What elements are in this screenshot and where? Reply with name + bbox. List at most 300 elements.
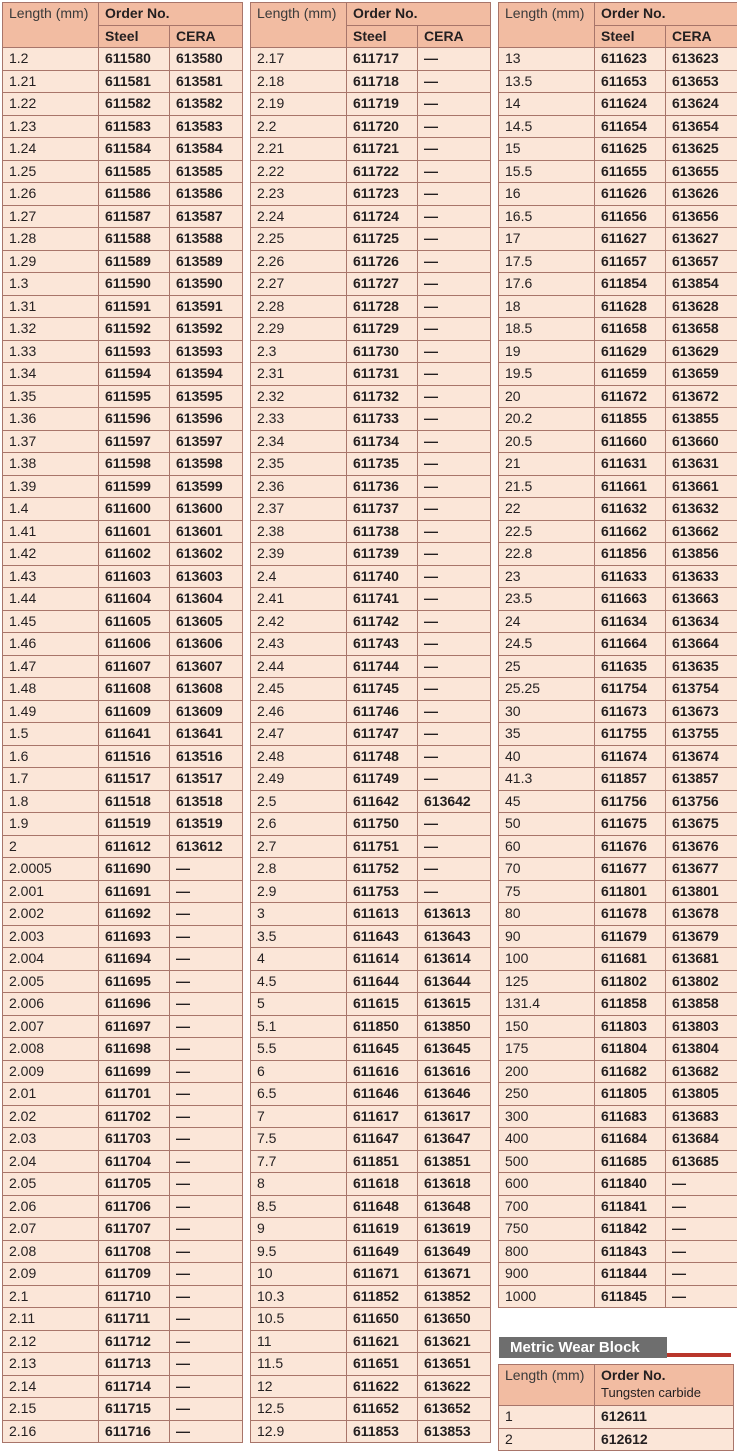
cera-order-cell: 613645 xyxy=(418,1038,491,1061)
steel-order-cell: 611858 xyxy=(595,993,666,1016)
length-cell: 1.38 xyxy=(3,453,99,476)
cera-order-cell: 613660 xyxy=(666,430,737,453)
length-cell: 1.25 xyxy=(3,160,99,183)
length-cell: 13.5 xyxy=(499,70,595,93)
table-row xyxy=(251,1015,491,1038)
cera-order-cell: — xyxy=(418,228,491,251)
table-row xyxy=(499,1128,737,1151)
cera-order-cell: — xyxy=(170,880,243,903)
steel-order-cell: 611594 xyxy=(99,363,170,386)
wear-block-table xyxy=(498,1364,734,1451)
length-cell: 500 xyxy=(499,1150,595,1173)
steel-order-cell: 611696 xyxy=(99,993,170,1016)
cera-order-cell: 613599 xyxy=(170,475,243,498)
table-row xyxy=(499,250,737,273)
table-row xyxy=(499,543,737,566)
table-row xyxy=(499,790,737,813)
steel-order-cell: 611662 xyxy=(595,520,666,543)
cera-order-cell: 613674 xyxy=(666,745,737,768)
cera-order-cell: 613858 xyxy=(666,993,737,1016)
cera-order-cell: — xyxy=(418,250,491,273)
length-cell: 1.49 xyxy=(3,700,99,723)
steel-order-cell: 611718 xyxy=(347,70,418,93)
steel-order-cell: 611590 xyxy=(99,273,170,296)
steel-order-cell: 611652 xyxy=(347,1398,418,1421)
table-row xyxy=(499,93,737,116)
cera-order-cell: 613518 xyxy=(170,790,243,813)
cera-order-cell: 613584 xyxy=(170,138,243,161)
length-cell: 1.26 xyxy=(3,183,99,206)
length-cell: 1.28 xyxy=(3,228,99,251)
cera-order-cell: 613635 xyxy=(666,655,737,678)
steel-order-cell: 611651 xyxy=(347,1353,418,1376)
length-cell: 2.05 xyxy=(3,1173,99,1196)
steel-order-cell: 611685 xyxy=(595,1150,666,1173)
table-row xyxy=(3,1150,243,1173)
cera-order-cell: — xyxy=(418,115,491,138)
length-cell: 2.6 xyxy=(251,813,347,836)
steel-order-cell: 611751 xyxy=(347,835,418,858)
length-cell: 1.7 xyxy=(3,768,99,791)
table-row xyxy=(251,183,491,206)
length-cell: 3 xyxy=(251,903,347,926)
cera-order-cell: — xyxy=(666,1218,737,1241)
length-cell: 1.27 xyxy=(3,205,99,228)
steel-order-cell: 611752 xyxy=(347,858,418,881)
cera-order-cell: — xyxy=(170,1083,243,1106)
cera-order-cell: — xyxy=(170,1330,243,1353)
length-cell: 14.5 xyxy=(499,115,595,138)
table-row xyxy=(3,70,243,93)
cera-order-cell: 613606 xyxy=(170,633,243,656)
length-cell: 30 xyxy=(499,700,595,723)
cera-order-cell: — xyxy=(418,430,491,453)
table-row xyxy=(499,1105,737,1128)
steel-order-cell: 611627 xyxy=(595,228,666,251)
cera-order-cell: — xyxy=(170,1150,243,1173)
length-cell: 2.46 xyxy=(251,700,347,723)
length-cell: 2.38 xyxy=(251,520,347,543)
length-cell: 1.47 xyxy=(3,655,99,678)
table-row xyxy=(251,430,491,453)
cera-order-cell: 613662 xyxy=(666,520,737,543)
table-row xyxy=(499,588,737,611)
steel-order-cell: 611842 xyxy=(595,1218,666,1241)
length-cell: 2.001 xyxy=(3,880,99,903)
cera-order-cell: — xyxy=(170,903,243,926)
cera-header: CERA xyxy=(170,25,243,48)
table-row xyxy=(499,318,737,341)
table-row xyxy=(251,700,491,723)
steel-order-cell: 611644 xyxy=(347,970,418,993)
steel-order-cell: 611731 xyxy=(347,363,418,386)
length-cell: 2.4 xyxy=(251,565,347,588)
cera-order-cell: 613593 xyxy=(170,340,243,363)
length-cell: 2.004 xyxy=(3,948,99,971)
length-cell: 12 xyxy=(251,1375,347,1398)
length-cell: 60 xyxy=(499,835,595,858)
cera-order-cell: 613655 xyxy=(666,160,737,183)
cera-order-cell: 613855 xyxy=(666,408,737,431)
length-cell: 12.5 xyxy=(251,1398,347,1421)
steel-order-cell: 611625 xyxy=(595,138,666,161)
steel-order-cell: 611604 xyxy=(99,588,170,611)
length-cell: 19.5 xyxy=(499,363,595,386)
table-row xyxy=(251,790,491,813)
table-row xyxy=(499,565,737,588)
table-row xyxy=(251,408,491,431)
cera-order-cell: — xyxy=(418,813,491,836)
cera-order-cell: — xyxy=(666,1195,737,1218)
length-cell: 175 xyxy=(499,1038,595,1061)
steel-order-cell: 611621 xyxy=(347,1330,418,1353)
steel-order-cell: 611716 xyxy=(99,1420,170,1443)
table-row xyxy=(499,610,737,633)
length-cell: 1.21 xyxy=(3,70,99,93)
table-row xyxy=(251,70,491,93)
length-cell: 45 xyxy=(499,790,595,813)
table-row xyxy=(499,678,737,701)
steel-order-cell: 611671 xyxy=(347,1263,418,1286)
length-cell: 4 xyxy=(251,948,347,971)
steel-order-cell: 611684 xyxy=(595,1128,666,1151)
steel-order-cell: 611583 xyxy=(99,115,170,138)
steel-order-cell: 611653 xyxy=(595,70,666,93)
table-row xyxy=(3,1240,243,1263)
table-row xyxy=(251,993,491,1016)
table-row xyxy=(251,1218,491,1241)
cera-order-cell: 613633 xyxy=(666,565,737,588)
length-cell: 2.19 xyxy=(251,93,347,116)
cera-order-cell: 613613 xyxy=(418,903,491,926)
cera-order-cell: 613644 xyxy=(418,970,491,993)
table-row xyxy=(499,363,737,386)
cera-order-cell: 613516 xyxy=(170,745,243,768)
length-cell: 2.44 xyxy=(251,655,347,678)
length-cell: 3.5 xyxy=(251,925,347,948)
cera-order-cell: — xyxy=(418,160,491,183)
cera-order-cell: — xyxy=(418,565,491,588)
length-cell: 2.29 xyxy=(251,318,347,341)
table-row xyxy=(3,1218,243,1241)
length-cell: 5.1 xyxy=(251,1015,347,1038)
table-row xyxy=(3,1398,243,1421)
length-cell: 2.01 xyxy=(3,1083,99,1106)
table-row xyxy=(251,475,491,498)
steel-order-cell: 611711 xyxy=(99,1308,170,1331)
steel-order-cell: 611720 xyxy=(347,115,418,138)
table-row xyxy=(3,835,243,858)
order-table-3 xyxy=(498,2,737,1308)
length-cell: 150 xyxy=(499,1015,595,1038)
cera-order-cell: — xyxy=(170,1375,243,1398)
steel-order-cell: 611705 xyxy=(99,1173,170,1196)
table-row xyxy=(499,273,737,296)
table-row xyxy=(499,475,737,498)
steel-header: Steel xyxy=(347,25,418,48)
steel-order-cell: 611676 xyxy=(595,835,666,858)
length-cell: 14 xyxy=(499,93,595,116)
length-cell: 2.22 xyxy=(251,160,347,183)
table-row xyxy=(3,678,243,701)
table-row xyxy=(251,768,491,791)
cera-order-cell: — xyxy=(418,745,491,768)
steel-order-cell: 611603 xyxy=(99,565,170,588)
table-row xyxy=(499,205,737,228)
table-row xyxy=(499,700,737,723)
table-row xyxy=(3,903,243,926)
wear-block-title: Metric Wear Block xyxy=(499,1337,667,1358)
cera-order-cell: 613622 xyxy=(418,1375,491,1398)
cera-order-cell: 613594 xyxy=(170,363,243,386)
length-cell: 8 xyxy=(251,1173,347,1196)
table-row xyxy=(3,1173,243,1196)
steel-order-cell: 611659 xyxy=(595,363,666,386)
table-row xyxy=(251,138,491,161)
table-row xyxy=(499,1150,737,1173)
length-cell: 9 xyxy=(251,1218,347,1241)
length-cell: 1.34 xyxy=(3,363,99,386)
table-row xyxy=(3,1060,243,1083)
wear-length-header: Length (mm) xyxy=(499,1365,595,1406)
steel-order-cell: 611660 xyxy=(595,430,666,453)
cera-order-cell: 613643 xyxy=(418,925,491,948)
carbide-order-cell: 612612 xyxy=(595,1428,734,1451)
table-row xyxy=(499,1060,737,1083)
cera-order-cell: — xyxy=(666,1263,737,1286)
cera-order-cell: 613596 xyxy=(170,408,243,431)
table-row xyxy=(3,948,243,971)
length-cell: 2.27 xyxy=(251,273,347,296)
cera-order-cell: 613591 xyxy=(170,295,243,318)
length-cell: 1.4 xyxy=(3,498,99,521)
table-row xyxy=(499,1038,737,1061)
length-cell: 2.07 xyxy=(3,1218,99,1241)
steel-order-cell: 611600 xyxy=(99,498,170,521)
table-row xyxy=(3,318,243,341)
cera-order-cell: 613585 xyxy=(170,160,243,183)
table-row xyxy=(499,48,737,71)
table-row xyxy=(251,1285,491,1308)
table-row xyxy=(251,453,491,476)
cera-order-cell: — xyxy=(418,183,491,206)
cera-order-cell: — xyxy=(170,948,243,971)
table-row xyxy=(251,1353,491,1376)
steel-order-cell: 611663 xyxy=(595,588,666,611)
steel-order-cell: 611844 xyxy=(595,1263,666,1286)
table-row xyxy=(3,723,243,746)
cera-order-cell: — xyxy=(170,970,243,993)
table-row xyxy=(251,903,491,926)
length-cell: 16 xyxy=(499,183,595,206)
cera-order-cell: 613628 xyxy=(666,295,737,318)
cera-order-cell: — xyxy=(418,340,491,363)
steel-order-cell: 611692 xyxy=(99,903,170,926)
steel-order-cell: 611635 xyxy=(595,655,666,678)
table-row xyxy=(3,363,243,386)
cera-order-cell: 613629 xyxy=(666,340,737,363)
length-cell: 40 xyxy=(499,745,595,768)
steel-order-cell: 611857 xyxy=(595,768,666,791)
table-row xyxy=(499,970,737,993)
steel-order-cell: 611641 xyxy=(99,723,170,746)
length-cell: 7.5 xyxy=(251,1128,347,1151)
steel-order-cell: 611584 xyxy=(99,138,170,161)
table-row xyxy=(251,678,491,701)
length-cell: 23 xyxy=(499,565,595,588)
steel-order-cell: 611657 xyxy=(595,250,666,273)
length-cell: 15 xyxy=(499,138,595,161)
table-row xyxy=(251,543,491,566)
length-cell: 1.6 xyxy=(3,745,99,768)
table-row xyxy=(499,115,737,138)
cera-order-cell: 613682 xyxy=(666,1060,737,1083)
steel-order-cell: 611628 xyxy=(595,295,666,318)
steel-order-cell: 611739 xyxy=(347,543,418,566)
cera-order-cell: 613850 xyxy=(418,1015,491,1038)
cera-order-cell: 613608 xyxy=(170,678,243,701)
table-row xyxy=(499,880,737,903)
table-row xyxy=(499,295,737,318)
steel-order-cell: 611841 xyxy=(595,1195,666,1218)
steel-order-cell: 611694 xyxy=(99,948,170,971)
table-row xyxy=(499,385,737,408)
length-cell: 2.33 xyxy=(251,408,347,431)
table-row xyxy=(3,880,243,903)
table-row xyxy=(251,565,491,588)
length-cell: 1.39 xyxy=(3,475,99,498)
cera-order-cell: — xyxy=(418,295,491,318)
length-cell: 2.31 xyxy=(251,363,347,386)
length-cell: 21.5 xyxy=(499,475,595,498)
cera-order-cell: — xyxy=(418,273,491,296)
table-row xyxy=(251,925,491,948)
table-row xyxy=(251,858,491,881)
cera-order-cell: 613650 xyxy=(418,1308,491,1331)
table-row xyxy=(3,633,243,656)
table-row xyxy=(499,1428,734,1451)
table-row xyxy=(499,340,737,363)
cera-order-cell: — xyxy=(170,1105,243,1128)
table-row xyxy=(251,1128,491,1151)
length-cell: 17.6 xyxy=(499,273,595,296)
cera-order-cell: 613624 xyxy=(666,93,737,116)
length-cell: 200 xyxy=(499,1060,595,1083)
cera-order-cell: — xyxy=(418,588,491,611)
table-row xyxy=(3,115,243,138)
cera-order-cell: — xyxy=(170,925,243,948)
steel-order-cell: 611746 xyxy=(347,700,418,723)
length-cell: 1.33 xyxy=(3,340,99,363)
length-cell: 10.3 xyxy=(251,1285,347,1308)
cera-order-cell: 613756 xyxy=(666,790,737,813)
steel-order-cell: 611518 xyxy=(99,790,170,813)
cera-order-cell: 613675 xyxy=(666,813,737,836)
table-row xyxy=(251,205,491,228)
length-cell: 23.5 xyxy=(499,588,595,611)
cera-order-cell: — xyxy=(418,408,491,431)
steel-order-cell: 611698 xyxy=(99,1038,170,1061)
steel-order-cell: 611690 xyxy=(99,858,170,881)
length-cell: 18 xyxy=(499,295,595,318)
cera-order-cell: 613604 xyxy=(170,588,243,611)
table-row xyxy=(3,655,243,678)
cera-order-cell: 613617 xyxy=(418,1105,491,1128)
cera-order-cell: — xyxy=(170,858,243,881)
length-cell: 2.15 xyxy=(3,1398,99,1421)
cera-order-cell: 613607 xyxy=(170,655,243,678)
table-row xyxy=(251,948,491,971)
steel-order-cell: 611608 xyxy=(99,678,170,701)
cera-order-cell: 613648 xyxy=(418,1195,491,1218)
length-cell: 1.44 xyxy=(3,588,99,611)
steel-order-cell: 611618 xyxy=(347,1173,418,1196)
steel-order-cell: 611614 xyxy=(347,948,418,971)
steel-order-cell: 611629 xyxy=(595,340,666,363)
table-row xyxy=(251,813,491,836)
cera-order-cell: 613618 xyxy=(418,1173,491,1196)
steel-order-cell: 611845 xyxy=(595,1285,666,1308)
cera-order-cell: — xyxy=(170,1128,243,1151)
cera-order-cell: 613805 xyxy=(666,1083,737,1106)
table-row xyxy=(251,1375,491,1398)
length-cell: 7.7 xyxy=(251,1150,347,1173)
table-row xyxy=(251,340,491,363)
table-row xyxy=(251,723,491,746)
length-cell: 300 xyxy=(499,1105,595,1128)
cera-order-cell: — xyxy=(418,70,491,93)
steel-order-cell: 611679 xyxy=(595,925,666,948)
table-row xyxy=(3,160,243,183)
table-row xyxy=(499,655,737,678)
length-cell: 20 xyxy=(499,385,595,408)
order-table-1 xyxy=(2,2,243,1443)
length-cell: 2.1 xyxy=(3,1285,99,1308)
steel-order-cell: 611722 xyxy=(347,160,418,183)
steel-order-cell: 611851 xyxy=(347,1150,418,1173)
length-cell: 2.42 xyxy=(251,610,347,633)
steel-order-cell: 611624 xyxy=(595,93,666,116)
cera-order-cell: — xyxy=(418,835,491,858)
cera-order-cell: 613595 xyxy=(170,385,243,408)
cera-order-cell: 613601 xyxy=(170,520,243,543)
table-row xyxy=(251,655,491,678)
steel-order-cell: 611708 xyxy=(99,1240,170,1263)
steel-order-cell: 611699 xyxy=(99,1060,170,1083)
cera-order-cell: 613627 xyxy=(666,228,737,251)
cera-header: CERA xyxy=(666,25,737,48)
table-row xyxy=(499,498,737,521)
table-row xyxy=(251,363,491,386)
table-row xyxy=(251,1398,491,1421)
length-cell: 2.009 xyxy=(3,1060,99,1083)
steel-order-cell: 611697 xyxy=(99,1015,170,1038)
table-row xyxy=(3,250,243,273)
table-row xyxy=(3,93,243,116)
steel-order-cell: 611632 xyxy=(595,498,666,521)
steel-order-cell: 611678 xyxy=(595,903,666,926)
table-row xyxy=(251,745,491,768)
title-accent-line xyxy=(667,1353,731,1357)
steel-order-cell: 611677 xyxy=(595,858,666,881)
table-row xyxy=(251,160,491,183)
cera-order-cell: 613802 xyxy=(666,970,737,993)
table-row xyxy=(3,588,243,611)
length-cell: 70 xyxy=(499,858,595,881)
steel-order-cell: 611617 xyxy=(347,1105,418,1128)
length-cell: 2.12 xyxy=(3,1330,99,1353)
steel-order-cell: 611612 xyxy=(99,835,170,858)
